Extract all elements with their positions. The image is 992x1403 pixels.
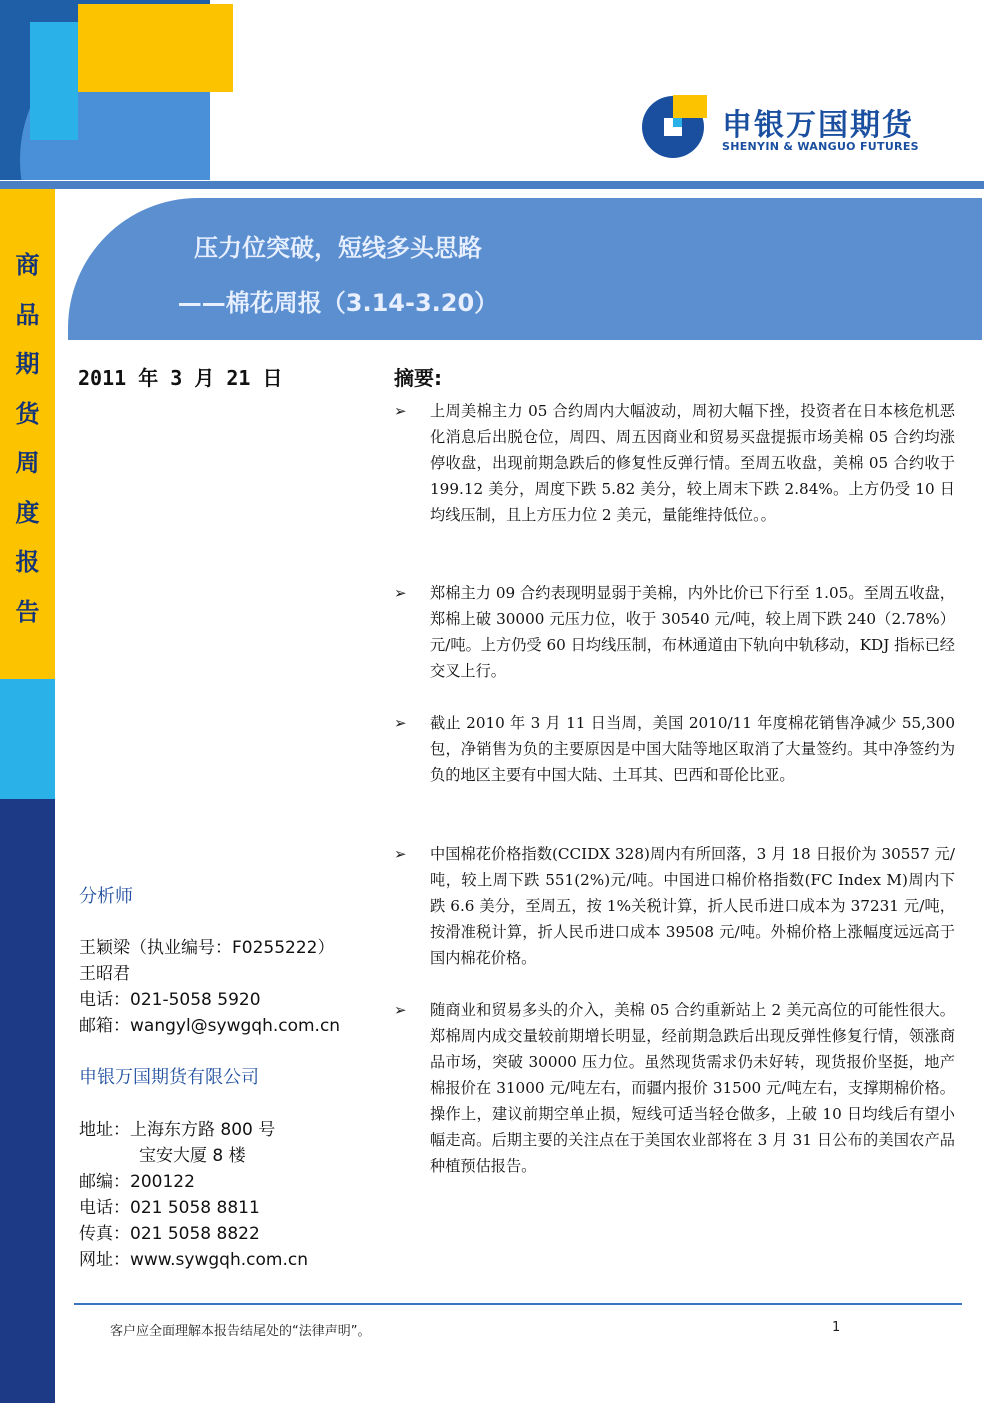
report-subtitle: ——棉花周报（3.14-3.20） [177, 289, 499, 317]
bullet-arrow-icon: ➢ [394, 584, 407, 602]
company-address: 地址：上海东方路 800 号 [79, 1120, 276, 1140]
logo-name-en: SHENYIN & WANGUO FUTURES [722, 140, 919, 153]
side-title-char: 期 [15, 349, 40, 378]
side-report-type [0, 240, 55, 636]
summary-paragraph: 截止 2010 年 3 月 11 日当周，美国 2010/11 年度棉花销售净减少 55,300 包，净销售为负的主要原因是中国大陆等地区取消了大量签约。其中净签约为负的地区主要有中国大陆、土耳其、巴西和哥伦比亚。 [430, 714, 955, 784]
bullet-arrow-icon: ➢ [394, 714, 407, 732]
analyst-email: 邮箱：wangyl@sywgqh.com.cn [79, 1016, 341, 1036]
bullet-arrow-icon: ➢ [394, 1001, 407, 1019]
bullet-arrow-icon: ➢ [394, 845, 407, 863]
analysts-heading: 分析师 [79, 886, 133, 907]
analyst-line: 王昭君 [79, 964, 130, 984]
side-title-char: 商 [15, 250, 40, 279]
side-bar-navy [0, 799, 55, 1403]
title-banner [68, 198, 982, 340]
summary-paragraph: 郑棉主力 09 合约表现明显弱于美棉，内外比价已下行至 1.05。至周五收盘，郑棉上破 30000 元压力位，收于 30540 元/吨，较上周下跌 240（2.78%）元/吨。上方仍受 60 日均线压制，布林通道由下轨向中轨移动，KDJ 指标已经交叉上行。 [430, 584, 955, 680]
summary-paragraph: 上周美棉主力 05 合约周内大幅波动，周初大幅下挫，投资者在日本核危机恶化消息后出脱仓位，周四、周五因商业和贸易买盘提振市场美棉 05 合约均涨停收盘，出现前期急跌后的修复性反弹行情。至周五收盘，美棉 05 合约收于 199.12 美分，周度下跌 5.82 美分，较上周末下跌 2.84%。上方仍受 10 日均线压制，且上方压力位 2 美元，量能维持低位。。 [430, 402, 955, 524]
decoration-cyan-block [30, 22, 78, 140]
page-number: 1 [832, 1320, 841, 1335]
header-rule [0, 181, 984, 189]
company-phone: 电话：021 5058 8811 [79, 1198, 260, 1218]
side-title-char: 品 [15, 299, 40, 329]
analyst-phone: 电话：021-5058 5920 [79, 990, 261, 1010]
analyst-line: 王颖梁（执业编号：F0255222） [79, 938, 335, 958]
summary-paragraph: 中国棉花价格指数(CCIDX 328)周内有所回落，3 月 18 日报价为 30557 元/吨，较上周下跌 551(2%)元/吨。中国进口棉价格指数(FC Index M)周内下跌 6.6 美分，至周五，按 1%关税计算，折人民币进口成本为 37231 元/吨，按滑准税计算，折人民币进口成本 39508 元/吨。外棉价格上涨幅度远远高于国内棉花价格。 [430, 845, 955, 967]
summary-paragraph: 随商业和贸易多头的介入，美棉 05 合约重新站上 2 美元高位的可能性很大。郑棉周内成交量较前期增长明显，经前期急跌后出现反弹性修复行情，领涨商品市场，突破 30000 压力位。虽然现货需求仍未好转，现货报价坚挺，地产棉报价在 31000 元/吨左右，而疆内报价 31500 元/吨左右，支撑期棉价格。操作上，建议前期空单止损，短线可适当轻仓做多，上破 10 日均线后有望小幅走高。后期主要的关注点在于美国农业部将在 3 月 31 日公布的美国农产品种植预估报告。 [430, 1001, 955, 1175]
side-title-char: 报 [15, 547, 40, 576]
side-bar-cyan [0, 679, 55, 799]
side-title-char: 货 [15, 398, 40, 428]
company-postcode: 邮编：200122 [79, 1172, 195, 1192]
side-title-char: 周 [15, 448, 40, 477]
company-fax: 传真：021 5058 8822 [79, 1224, 260, 1244]
decoration-yellow-block [78, 4, 233, 92]
company-logo-icon [640, 90, 710, 160]
company-name: 申银万国期货有限公司 [79, 1067, 259, 1088]
report-title: 压力位突破，短线多头思路 [194, 234, 482, 262]
footer-rule [74, 1303, 962, 1305]
summary-heading: 摘要: [394, 366, 442, 390]
company-website: 网址：www.sywgqh.com.cn [79, 1250, 308, 1270]
legal-note: 客户应全面理解本报告结尾处的“法律声明”。 [110, 1324, 371, 1339]
bullet-arrow-icon: ➢ [394, 402, 407, 420]
company-address-building: 宝安大厦 8 楼 [139, 1146, 246, 1166]
side-title-char: 度 [15, 497, 40, 527]
side-title-char: 告 [15, 596, 40, 626]
logo-name-cn: 申银万国期货 [722, 108, 914, 143]
report-date: 2011 年 3 月 21 日 [78, 366, 283, 390]
